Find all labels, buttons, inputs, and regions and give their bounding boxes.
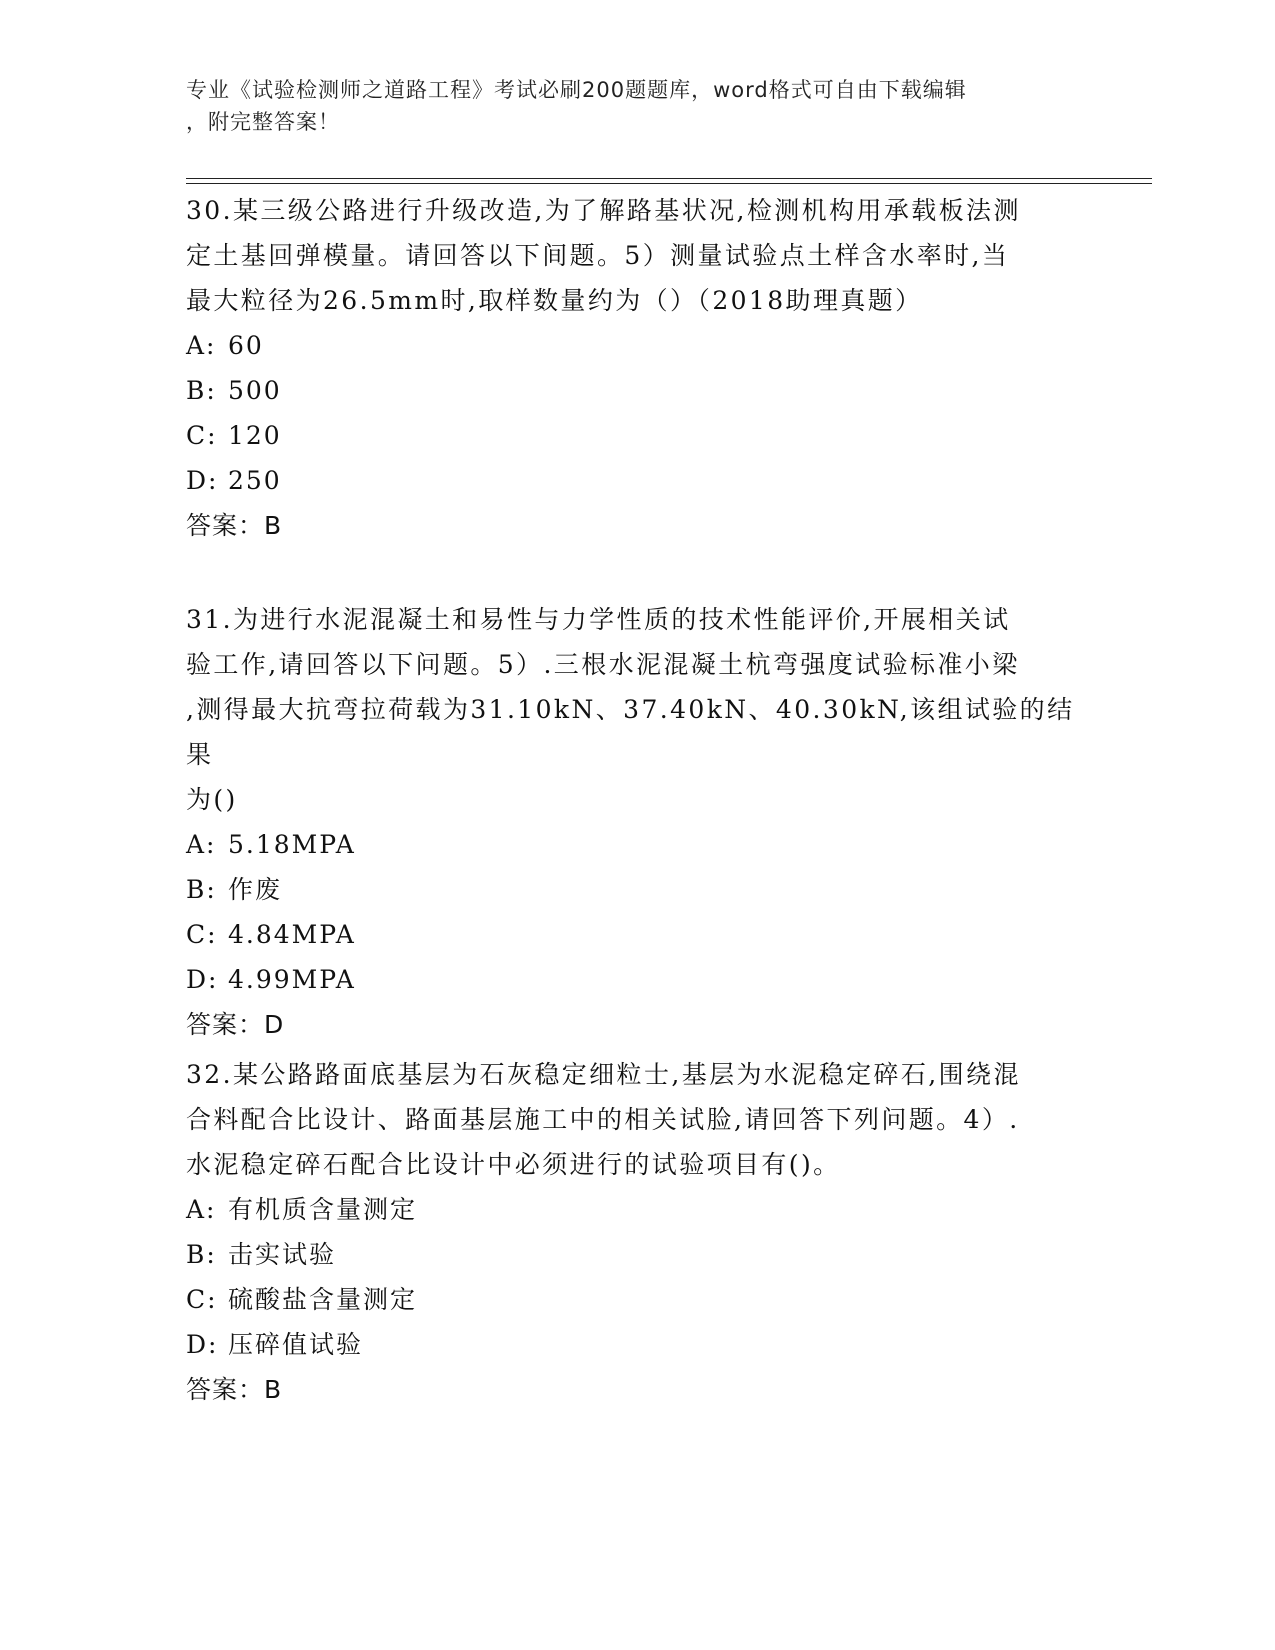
option-letter: B: <box>186 376 217 405</box>
option-letter: C: <box>186 920 218 949</box>
question-32 <box>186 1052 1086 1412</box>
option-text: 击实试验 <box>228 1240 337 1269</box>
header-divider-top <box>186 178 1152 179</box>
option-list <box>186 323 1086 503</box>
option-text: 压碎值试验 <box>228 1330 364 1359</box>
option-c <box>186 1277 1086 1322</box>
question-stem: 30.某三级公路进行升级改造,为了解路基状况,检测机构用承载板法测 定土基回弹模量。请回答以下间题。5）测量试验点土样含水率时,当 最大粒径为26.5mm时,取样数量约为（）（2018助理真题） <box>186 196 1021 315</box>
header-line-1: 专业《试验检测师之道路工程》考试必刷200题题库，word格式可自由下载编辑 <box>186 78 967 102</box>
option-text: 4.84MPA <box>228 920 356 949</box>
option-c <box>186 912 1086 957</box>
option-text: 60 <box>228 331 264 360</box>
header-divider-bottom <box>186 183 1152 184</box>
option-text: 250 <box>228 466 282 495</box>
option-d <box>186 1322 1086 1367</box>
option-letter: D: <box>186 466 219 495</box>
option-a <box>186 1187 1086 1232</box>
option-d <box>186 458 1086 503</box>
option-b <box>186 1232 1086 1277</box>
option-text: 500 <box>228 376 282 405</box>
option-text: 有机质含量测定 <box>228 1195 418 1224</box>
option-letter: C: <box>186 1285 218 1314</box>
option-c <box>186 413 1086 458</box>
option-a <box>186 822 1086 867</box>
option-text: 5.18MPA <box>228 830 356 859</box>
option-d <box>186 957 1086 1002</box>
option-text: 作废 <box>228 875 283 904</box>
answer-line: 答案：B <box>186 1375 283 1404</box>
option-letter: A: <box>186 331 217 360</box>
question-stem: 31.为进行水泥混凝土和易性与力学性质的技术性能评价,开展相关试 验工作,请回答以下问题。5）.三根水泥混凝土杭弯强度试验标准小梁 ,测得最大抗弯拉荷载为31.10kN、37.40kN、40.30kN,该组试验的结果 为() <box>186 605 1075 814</box>
option-text: 硫酸盐含量测定 <box>228 1285 418 1314</box>
option-b <box>186 867 1086 912</box>
option-list <box>186 822 1086 1002</box>
option-letter: A: <box>186 830 217 859</box>
option-list <box>186 1187 1086 1367</box>
document-header <box>186 74 1066 138</box>
option-letter: C: <box>186 421 218 450</box>
option-letter: A: <box>186 1195 217 1224</box>
answer-line: 答案：B <box>186 511 283 540</box>
question-30 <box>186 188 1086 548</box>
option-letter: D: <box>186 1330 219 1359</box>
question-31 <box>186 597 1086 1047</box>
answer-line: 答案：D <box>186 1010 285 1039</box>
option-letter: B: <box>186 1240 217 1269</box>
option-b <box>186 368 1086 413</box>
option-letter: D: <box>186 965 219 994</box>
option-a <box>186 323 1086 368</box>
question-stem: 32.某公路路面底基层为石灰稳定细粒士,基层为水泥稳定碎石,围绕混 合料配合比设计、路面基层施工中的相关试脸,请回答下列问题。4）. 水泥稳定碎石配合比设计中必须进行的试验项目有()。 <box>186 1060 1021 1179</box>
option-text: 4.99MPA <box>228 965 356 994</box>
option-letter: B: <box>186 875 217 904</box>
header-line-2: ，附完整答案！ <box>186 110 340 134</box>
option-text: 120 <box>228 421 282 450</box>
